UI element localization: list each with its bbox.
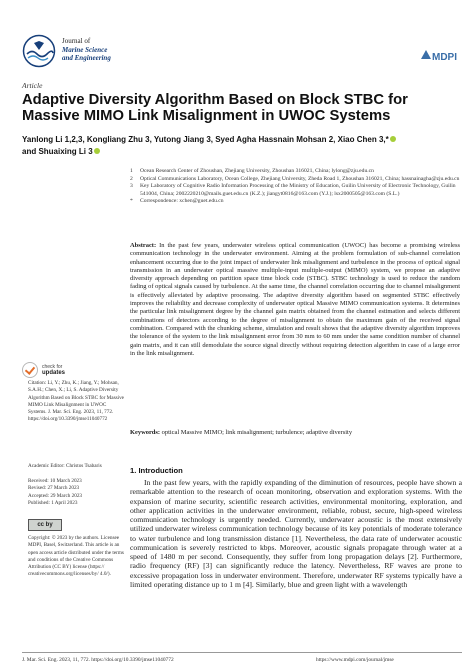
affiliation-text: Key Laboratory of Cognitive Radio Information Processing of the Ministry of Education, Guilin University of Electronic Technology, Guilin 541004, China; 2002220210@mails.guet.edu.cn (K.Z.); jiangyt0816@163.com (Y.J.); lsx2000505@163.com (S.L.) xyxy=(140,183,456,197)
keywords-label: Keywords: xyxy=(130,429,161,436)
keywords xyxy=(130,429,460,437)
affiliation-number: 2 xyxy=(130,175,133,182)
affiliations xyxy=(130,168,460,206)
cc-label: cc by xyxy=(37,522,53,528)
citation-block: Citation: Li, Y.; Zhu, K.; Jiang, Y.; Mohsan, S.A.H.; Chen, X.; Li, S. Adaptive Diversity Algorithm Based on Block STBC for Massive MIMO Link Misalignment in UWOC Systems. J. Mar. Sci. Eng. 2023, 11, 772. https://doi.org/10.3390/jmse11040772 xyxy=(28,380,124,423)
section-heading-introduction: 1. Introduction xyxy=(130,466,183,475)
authors-line2: and Shuaixing Li 3 xyxy=(22,147,93,156)
footer-divider xyxy=(22,652,462,653)
abstract xyxy=(130,242,460,358)
affiliation-item xyxy=(130,198,460,206)
affiliation-number: 1 xyxy=(130,168,133,174)
footer-journal-link[interactable]: https://www.mdpi.com/journal/jmse xyxy=(316,657,394,663)
mdpi-logo xyxy=(419,48,461,69)
keywords-text: optical Massive MIMO; link misalignment; turbulence; adaptive diversity xyxy=(161,429,353,436)
update-check-icon xyxy=(22,362,38,378)
abstract-label: Abstract: xyxy=(130,242,157,249)
affiliation-item xyxy=(130,168,460,176)
authors-line1: Yanlong Li 1,2,3, Kongliang Zhu 3, Yutong Jiang 3, Syed Agha Hassnain Mohsan 2, Xiao Chen 3,* xyxy=(22,135,389,144)
affiliation-number: 3 xyxy=(130,183,133,190)
check-for-updates-button[interactable] xyxy=(22,362,82,380)
accepted-date: Accepted: 29 March 2023 xyxy=(28,492,83,499)
journal-title-line2: and Engineering xyxy=(62,54,111,62)
affiliation-text: Ocean Research Center of Zhoushan, Zhejiang University, Zhoushan 316021, China; lylong@zju.edu.cn xyxy=(140,168,374,174)
journal-name xyxy=(62,37,111,63)
article-type: Article xyxy=(22,81,43,90)
cc-license-badge[interactable] xyxy=(28,519,62,531)
received-date: Received: 10 March 2023 xyxy=(28,478,82,484)
copyright-notice: Copyright: © 2023 by the authors. Licensee MDPI, Basel, Switzerland. This article is an open access article distributed under the terms and conditions of the Creative Commons Attribution (CC BY) license (https:// creativecommons.org/licenses/by/ 4.0/). xyxy=(28,535,124,578)
article-title: Adaptive Diversity Algorithm Based on Block STBC for Massive MIMO Link Misalignment in UWOC Systems xyxy=(22,92,408,124)
affiliation-number: * xyxy=(130,198,133,205)
affiliation-item xyxy=(130,183,460,198)
academic-editor: Academic Editor: Christos Tsabaris xyxy=(28,463,102,469)
journal-title-line1: Marine Science xyxy=(62,45,108,54)
revised-date: Revised: 27 March 2023 xyxy=(28,485,80,492)
orcid-icon[interactable] xyxy=(390,136,396,142)
footer-citation[interactable]: J. Mar. Sci. Eng. 2023, 11, 772. https://doi.org/10.3390/jmse11040772 xyxy=(22,657,174,663)
correspondence-text: Correspondence: xchen@guet.edu.cn xyxy=(140,198,224,205)
published-date: Published: 1 April 2023 xyxy=(28,499,78,506)
journal-logo-icon xyxy=(22,34,56,68)
orcid-icon[interactable] xyxy=(94,148,100,154)
abstract-text: In the past few years, underwater wireless optical communication (UWOC) has become a promising wireless communication technology in the underwater environment. Aiming at the problem formulation of sub-channel correlation enhancement occurring due to the joint impact of underwater link misalignment and turbulence in the process of optical signal transmission in an underwater optical massive multiple-input multiple-output (MIMO) system, we propose an adaptive diversity approach depending on partition space time block code (STBC). STBC technology is used to reduce the random fading of optical signals caused by turbulence. At the same time, the channel correlation occurring due to channel misalignment is effectively alleviated by adaptive processing. The adaptive diversity algorithm based on segmented STBC effectively improves the reliability and decrease complexity of underwater optical Massive MIMO communication systems. It determines the particular link misalignment degree by the channel gain matrix obtained from the channel estimation and selects different combinations of detectors according to the degree of misalignment to obtain the maximum gain of the received signal combination. Compared with the chunking scheme, simulation and result shows that the adaptive diversity algorithm improves the tolerance of the system to the link misalignment error from 30 mm to 60 mm under the same condition number of channel gain matrix, and it can still demodulate the source signal directly without requiring detection algorithm in case of a large error in the link misalignment. xyxy=(130,242,460,357)
updates-check-label: check for xyxy=(42,364,63,370)
journal-label: Journal of xyxy=(62,37,91,45)
introduction-paragraph: In the past few years, with the rapidly expanding of the diminution of resources, people have shown a remarkable attention to the research of ocean monitoring, observation and exploration systems. With the expansion of marine security, scientific research activities, environmental monitoring, exploration, and other application activities in the underwater environment, reliable, robust, secure, high-speed wireless communication technology is urgently needed. Currently, underwater acoustic is the most extensively utilized underwater wireless communication technology because of its key potentials of moderate tolerance to water turbulence and long transmission distance [1]. Nevertheless, the data rate of underwater acoustic communication is severely restricted to kbps. Moreover, acoustic signals propagate through water at a speed of 1480 m per second. Consequently, they suffer from long propagation delays [2]. Furthermore, radio frequency (RF) [3] can significantly reduce the latency. Nevertheless, RF waves are prone to excessive propagation loss in underwater environment. Therefore, underwater RF systems typically have a limited operating distance up to 1 m [4]. Similarly, blue and green light with a wavelength xyxy=(130,478,462,589)
publication-dates xyxy=(28,478,126,507)
affiliation-text: Optical Communications Laboratory, Ocean College, Zhejiang University, Zheda Road 1, Zhoushan 316021, China; hassnainagha@zju.edu.cn xyxy=(140,175,460,182)
mdpi-logo-text: MDPI xyxy=(432,52,457,63)
updates-word-label: updates xyxy=(42,370,66,376)
updates-text xyxy=(42,364,65,376)
author-list xyxy=(22,134,462,158)
